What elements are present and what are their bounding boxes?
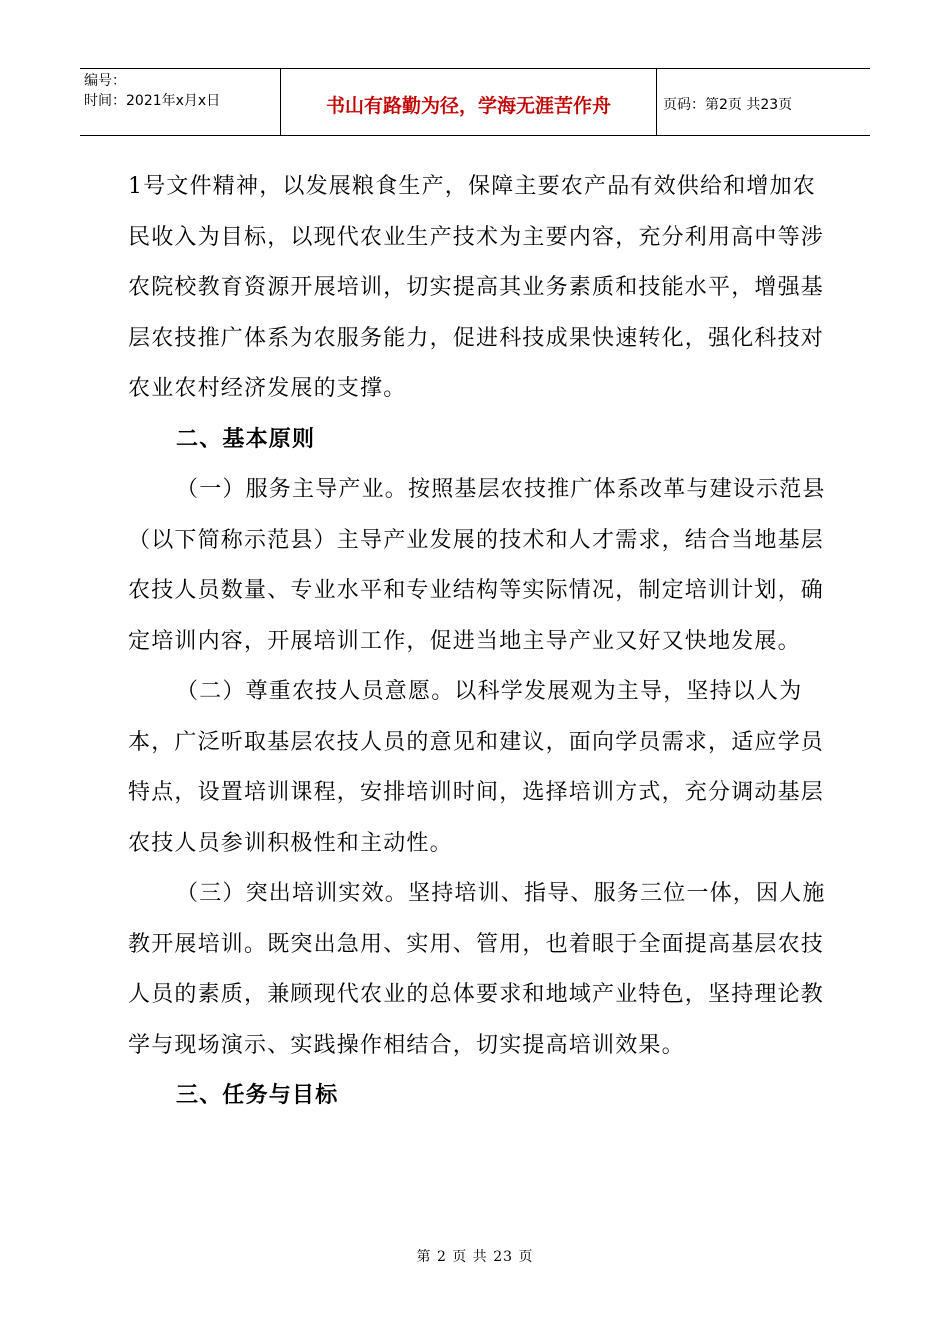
page-footer: 第 2 页 共 23 页 — [416, 1249, 534, 1265]
header-page-info: 页码：第2页 共23页 — [663, 97, 793, 113]
paragraph-principle-1: （一）服务主导产业。按照基层农技推广体系改革与建设示范县（以下简称示范县）主导产业发展的技术和人才需求，结合当地基层农技人员数量、专业水平和专业结构等实际情况，制定培训计划，确定培训内容，开展培训工作，促进当地主导产业又好又快地发展。 — [128, 477, 826, 654]
paragraph-continued: 1号文件精神，以发展粮食生产，保障主要农产品有效供给和增加农民收入为目标，以现代农业生产技术为主要内容，充分利用高中等涉农院校教育资源开展培训，切实提高其业务素质和技能水平，增强基层农技推广体系为农服务能力，促进科技成果快速转化，强化科技对农业农村经济发展的支撑。 — [128, 174, 825, 401]
paragraph-principle-2: （二）尊重农技人员意愿。以科学发展观为主导，坚持以人为本，广泛听取基层农技人员的意见和建议，面向学员需求，适应学员特点，设置培训课程，安排培训时间，选择培训方式，充分调动基层农技人员参训积极性和主动性。 — [128, 679, 825, 856]
header-meta-cell — [80, 69, 281, 135]
document-body — [128, 162, 828, 1122]
document-header — [80, 68, 870, 136]
document-date-label: 时间：2021年x月x日 — [84, 93, 221, 109]
document-number-label: 编号： — [84, 73, 126, 89]
section-heading-basic-principles: 二、基本原则 — [176, 426, 316, 452]
paragraph-principle-3: （三）突出培训实效。坚持培训、指导、服务三位一体，因人施教开展培训。既突出急用、实用、管用，也着眼于全面提高基层农技人员的素质，兼顾现代农业的总体要求和地域产业特色，坚持理论教学与现场演示、实践操作相结合，切实提高培训效果。 — [128, 881, 826, 1058]
section-heading-tasks-goals: 三、任务与目标 — [176, 1083, 339, 1108]
header-motto: 书山有路勤为径，学海无涯苦作舟 — [281, 69, 657, 135]
